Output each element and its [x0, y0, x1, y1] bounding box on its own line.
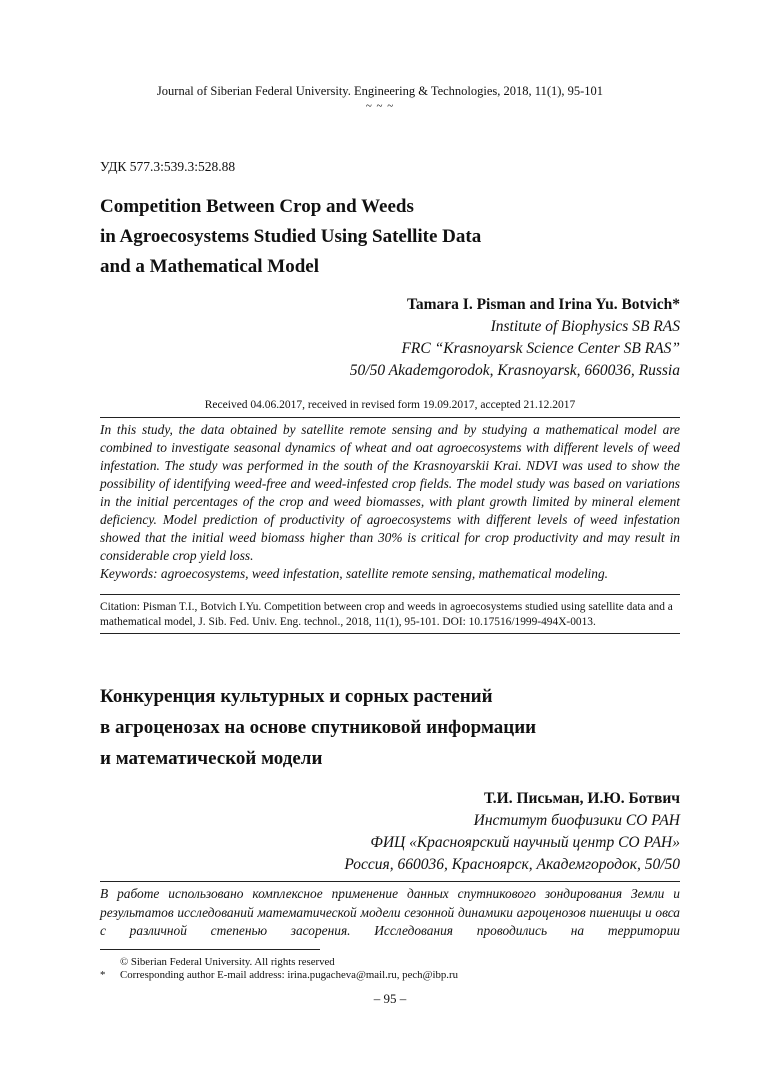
- title-line: Конкуренция культурных и сорных растений: [100, 686, 493, 707]
- abstract-en: In this study, the data obtained by satellite remote sensing and by studying a mathematical model are combined to investigate seasonal dynamics of wheat and oat agroecosystems with different levels of weed infestation. The study was performed in the south of the Krasnoyarskii Krai. NDVI was used to show the possibility of identifying weed-free and weed-infested crop fields. The model study was based on variations in the initial percentages of the crop and weed biomasses, with plant growth limited by mineral element deficiency. Model prediction of productivity of agroecosystems with different levels of weed infestation showed that the initial weed biomass higher than 30% is critical for crop productivity and may result in considerable crop yield loss.: [100, 422, 680, 563]
- divider: [100, 881, 680, 882]
- footnote-text: © Siberian Federal University. All rights reserved: [120, 956, 335, 968]
- affiliation-line: FRC “Krasnoyarsk Science Center SB RAS”: [401, 340, 680, 357]
- footnote-mark: *: [100, 969, 106, 981]
- keywords-en: Keywords: agroecosystems, weed infestation, satellite remote sensing, mathematical modeling.: [100, 566, 609, 581]
- affiliation-line: 50/50 Akademgorodok, Krasnoyarsk, 660036, Russia: [349, 362, 680, 379]
- title-line: в агроценозах на основе спутниковой информации: [100, 717, 537, 738]
- affiliation-line: ФИЦ «Красноярский научный центр СО РАН»: [370, 834, 680, 851]
- authors-block-en: [350, 294, 680, 382]
- author-names: Tamara I. Pisman and Irina Yu. Botvich*: [406, 296, 680, 313]
- footnote-divider: [100, 949, 320, 950]
- udk-code: УДК 577.3:539.3:528.88: [100, 159, 236, 174]
- received-dates: Received 04.06.2017, received in revised form 19.09.2017, accepted 21.12.2017: [204, 399, 576, 411]
- footnote-text: Corresponding author E-mail address: irina.pugacheva@mail.ru, pech@ibp.ru: [120, 969, 458, 981]
- divider: [100, 633, 680, 634]
- author-names: Т.И. Письман, И.Ю. Ботвич: [484, 790, 680, 807]
- page-number: – 95 –: [373, 991, 407, 1006]
- title-line: in Agroecosystems Studied Using Satellite Data: [100, 226, 482, 247]
- citation: Citation: Pisman T.I., Botvich I.Yu. Competition between crop and weeds in agroecosystems studied using satellite data and a mathematical model, J. Sib. Fed. Univ. Eng. technol., 2018, 11(1), 95-101. DOI: 10.17516/1999-494X-0013.: [100, 601, 673, 628]
- affiliation-line: Institute of Biophysics SB RAS: [490, 318, 680, 335]
- abstract-ru: В работе использовано комплексное применение данных спутникового зондирования Земли и результатов исследований математической модели сезонной динамики агроценозов пшеницы и овса с различной степенью засорения. Исследования проводились на территории: [100, 886, 680, 938]
- affiliation-line: Россия, 660036, Красноярск, Академгородок, 50/50: [344, 856, 680, 873]
- journal-header: Journal of Siberian Federal University. Engineering & Technologies, 2018, 11(1), 95-101: [156, 84, 604, 98]
- title-line: и математической модели: [100, 748, 323, 769]
- authors-block-ru: [344, 788, 680, 876]
- header-ornament: ~ ~ ~: [365, 100, 395, 112]
- article-title-ru: [100, 681, 660, 774]
- divider: [100, 594, 680, 595]
- divider: [100, 417, 680, 418]
- title-line: and a Mathematical Model: [100, 256, 320, 277]
- title-line: Competition Between Crop and Weeds: [100, 196, 414, 217]
- affiliation-line: Институт биофизики СО РАН: [473, 812, 680, 829]
- article-title-en: [100, 192, 660, 282]
